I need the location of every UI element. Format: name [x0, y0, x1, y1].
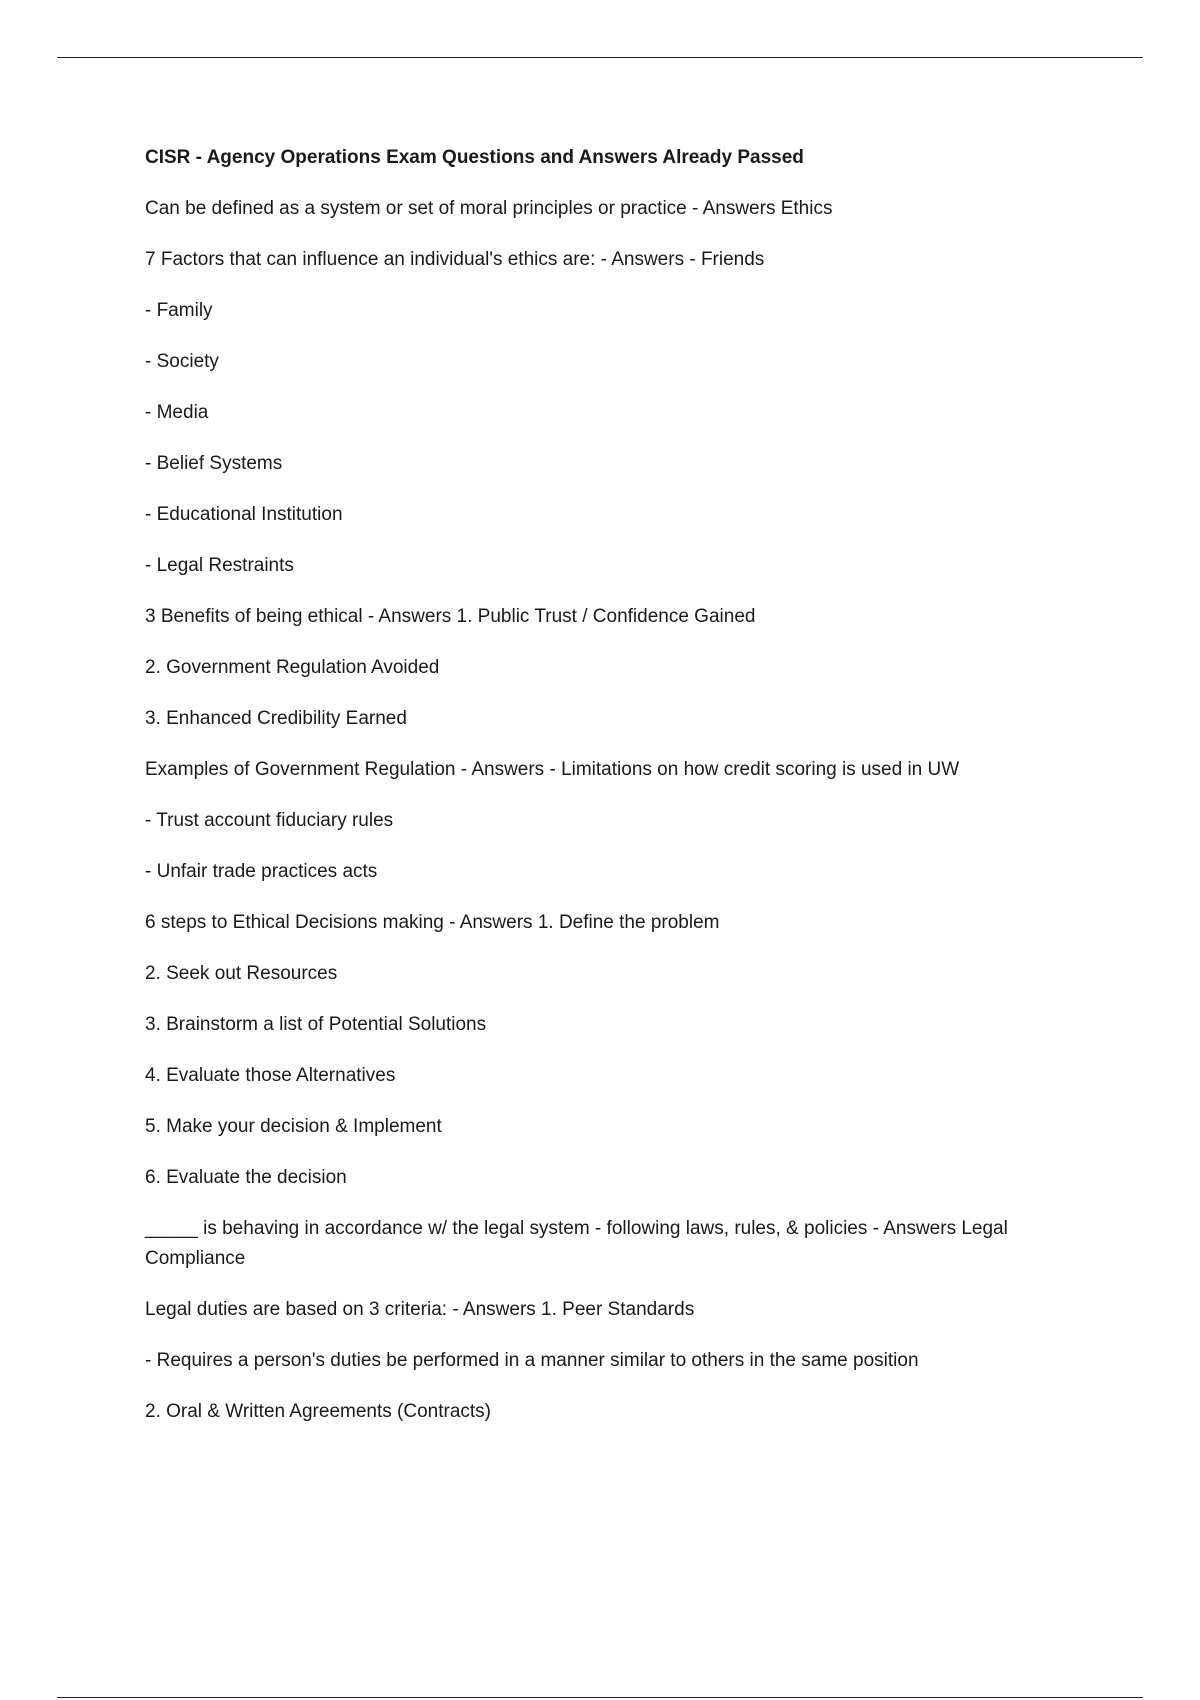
paragraph: 4. Evaluate those Alternatives: [145, 1065, 396, 1086]
paragraph: 2. Oral & Written Agreements (Contracts): [145, 1401, 491, 1422]
paragraph: 3 Benefits of being ethical - Answers 1. Public Trust / Confidence Gained: [145, 606, 756, 627]
paragraph: 5. Make your decision & Implement: [145, 1116, 442, 1137]
paragraph: Can be defined as a system or set of moral principles or practice - Answers Ethics: [145, 198, 833, 219]
paragraph: 3. Enhanced Credibility Earned: [145, 708, 407, 729]
top-rule: [57, 57, 1143, 58]
paragraph: _____ is behaving in accordance w/ the legal system - following laws, rules, & policies - Answers Legal Compliance: [145, 1218, 1008, 1269]
paragraph: - Family: [145, 300, 213, 321]
paragraph: - Society: [145, 351, 219, 372]
paragraph: - Belief Systems: [145, 453, 283, 474]
paragraph: - Trust account fiduciary rules: [145, 810, 394, 831]
paragraph: 3. Brainstorm a list of Potential Solutions: [145, 1014, 487, 1035]
paragraph: 6. Evaluate the decision: [145, 1167, 347, 1188]
paragraph: - Media: [145, 402, 209, 423]
paragraph: - Requires a person's duties be performed in a manner similar to others in the same position: [145, 1350, 919, 1371]
bottom-rule: [57, 1697, 1143, 1698]
document-title: CISR - Agency Operations Exam Questions and Answers Already Passed: [145, 147, 804, 168]
paragraph: - Unfair trade practices acts: [145, 861, 378, 882]
paragraph: Examples of Government Regulation - Answers - Limitations on how credit scoring is used in UW: [145, 759, 960, 780]
paragraph: Legal duties are based on 3 criteria: - Answers 1. Peer Standards: [145, 1299, 695, 1320]
paragraph: 2. Seek out Resources: [145, 963, 338, 984]
paragraph: - Educational Institution: [145, 504, 343, 525]
paragraph: 6 steps to Ethical Decisions making - Answers 1. Define the problem: [145, 912, 720, 933]
paragraph: - Legal Restraints: [145, 555, 294, 576]
paragraph: 2. Government Regulation Avoided: [145, 657, 440, 678]
paragraph: 7 Factors that can influence an individual's ethics are: - Answers - Friends: [145, 249, 765, 270]
document-body: [145, 143, 1085, 1427]
paragraph-list: [145, 194, 1085, 1427]
